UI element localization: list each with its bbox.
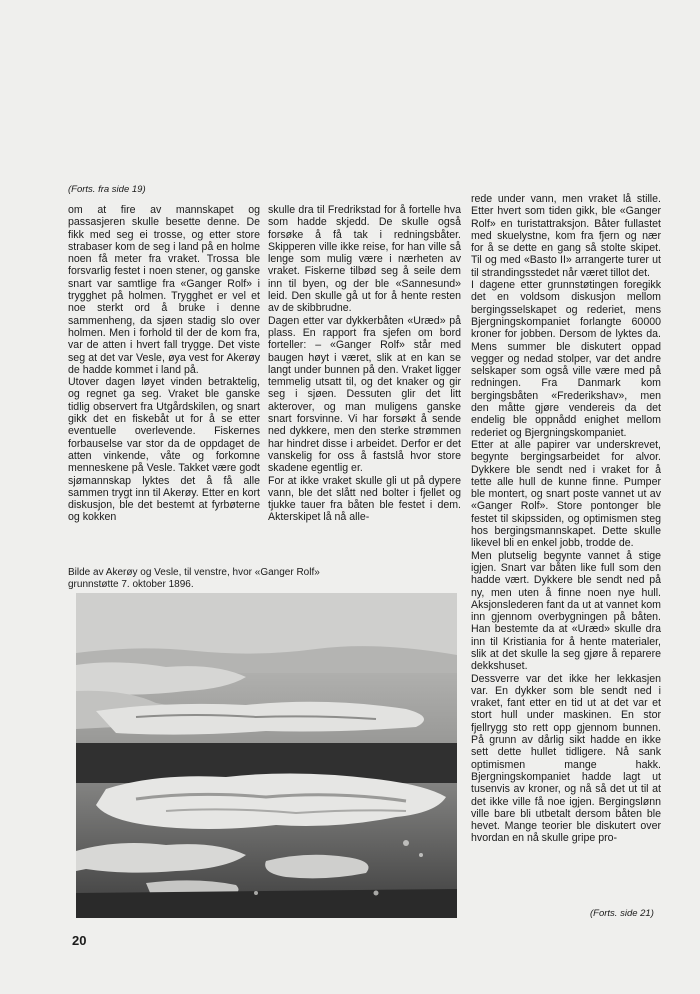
- paragraph: For at ikke vraket skulle gli ut på dypere vann, ble det slått ned bolter i fjellet og tjukke tauer fra båten ble festet i dem. Akterskipet lå nå alle-: [268, 474, 461, 524]
- article-column-3: [471, 193, 661, 845]
- paragraph: skulle dra til Fredrikstad for å fortelle hva som hadde skjedd. De skulle også forsøke å få tak i redningsbåter. Skipperen ville ikke reise, for han ville så lenge som mulig være i nærheten av vraket. Fiskerne tilbød seg å seile dem inn til byen, og der ble «Sannesund» leid. Den skulle gå ut for å hente resten av de skibbrudne.: [268, 204, 461, 315]
- paragraph: om at fire av mannskapet og passasjeren skulle besette denne. De fikk med seg ei trosse, og etter store strabaser kom de seg i land på en holme noen få meter fra vraket. Trossa ble forsvarlig festet i noen stener, og ganske snart var samtlige fra «Ganger Rolf» i trygghet på holmen. Trygghet er vel et noe sterkt ord å bruke i denne sammenheng, da sjøen stadig slo over holmen. Men i forhold til der de kom fra, var de atten i hvert fall trygge. Det viste seg at det var Vesle, øya vest for Akerøy de hadde kommet i land på.: [68, 204, 260, 376]
- photo-caption: [68, 567, 368, 591]
- page-number: 20: [72, 933, 87, 948]
- article-column-1: [68, 204, 260, 524]
- paragraph: I dagene etter grunnstøtingen foregikk det en voldsom diskusjon mellom bergingsselskapet og rederiet, mens Bjergningskompaniet forlangte 60000 kroner for jobben. Dersom de lyktes da. Mens summer ble diskutert oppad vegger og nedad stolper, var det andre selskaper som også ville være med på redningen. Fra Danmark kom bergingsbåten «Frederikshav», men den måtte gjøre vendereis da det endelig ble oppnådd enighet mellom rederiet og Bjergningskompaniet.: [471, 279, 661, 439]
- continued-to-note: (Forts. side 21): [590, 908, 654, 919]
- paragraph: Dessverre var det ikke her lekkasjen var. En dykker som ble sendt ned i vraket, fant etter en tid ut at det var et stort hull under maskinen. En stor fjellrygg sto rett opp gjennom bunnen. På grunn av dårlig sikt hadde en ikke sett dette hullet tidligere. Nå sank optimismen mange hakk. Bjergningskompaniet hadde lagt ut tusenvis av kroner, og nå så det ut til at det ikke ville få noe igjen. Bergingslønn ville bare bli utbetalt dersom båten ble hevet. Mange teorier ble diskutert over hvordan en nå skulle gripe pro-: [471, 672, 661, 845]
- paragraph: Dagen etter var dykkerbåten «Uræd» på plass. En rapport fra sjefen om bord forteller: – «Ganger Rolf» står med baugen høyt i været, slik at en kan se langt under bunnen på den. Vraket ligger temmelig utsatt til, og det knaker og gir seg i sjøen. Dessuten glir det litt akterover, og man muligens ganske snart forsvinne. Vi har forsøkt å sende ned dykkere, men den sterke strømmen har hindret disse i arbeidet. Derfor er det vanskelig for oss å fastslå hvor store skadene egentlig er.: [268, 314, 461, 475]
- paragraph: Etter at alle papirer var underskrevet, begynte bergingsarbeidet for alvor. Dykkere ble sendt ned i vraket for å tette alle hull de kunne finne. Pumper ble montert, og snart poste vannet ut av «Ganger Rolf». Store pontonger ble festet til skipssiden, og optimismen steg hos bergingsmannskapet. Dette skulle likevel bli en enkel jobb, trodde de.: [471, 438, 661, 550]
- paragraph: rede under vann, men vraket lå stille. Etter hvert som tiden gikk, ble «Ganger Rolf» en turistattraksjon. Båter fullastet med skuelystne, kom fra fjern og nær for å se dette en gang så stolte skipet. Til og med «Basto II» arrangerte turer ut til strandingsstedet når været tillot det.: [471, 193, 661, 279]
- aerial-photo-drawing: [76, 593, 457, 918]
- article-column-2: [268, 204, 461, 524]
- paragraph: Men plutselig begynte vannet å stige igjen. Snart var båten like full som den hadde vært. Dykkere ble sendt ned på ny, men uten å finne noen nye hull. Aksjonslederen fant da ut at vannet kom inn gjennom overbygningen på båten. Han bestemte da at «Uræd» skulle dra inn til Kristiania for å hente materialer, slik at det skulle la seg gjøre å reparere dekkshuset.: [471, 549, 661, 673]
- continued-from-note: (Forts. fra side 19): [68, 184, 146, 195]
- caption-line: grunnstøtte 7. oktober 1896.: [68, 579, 194, 590]
- aerial-photo-islands: [76, 593, 457, 918]
- caption-line: Bilde av Akerøy og Vesle, til venstre, hvor «Ganger Rolf»: [68, 567, 320, 578]
- paragraph: Utover dagen løyet vinden betraktelig, og regnet ga seg. Vraket ble ganske tidlig observert fra Utgårdskilen, og snart gikk det en fiskebåt ut for å se etter eventuelle overlevende. Fiskernes forbauselse var stor da de oppdaget de atten vinkende, våte og forkomne menneskene på Vesle. Takket være godt sjømannskap lyktes det å få alle sammen trygt inn til Akerøy. Etter en kort diskusjon, ble det bestemt at fyrbøterne og kokken: [68, 376, 260, 524]
